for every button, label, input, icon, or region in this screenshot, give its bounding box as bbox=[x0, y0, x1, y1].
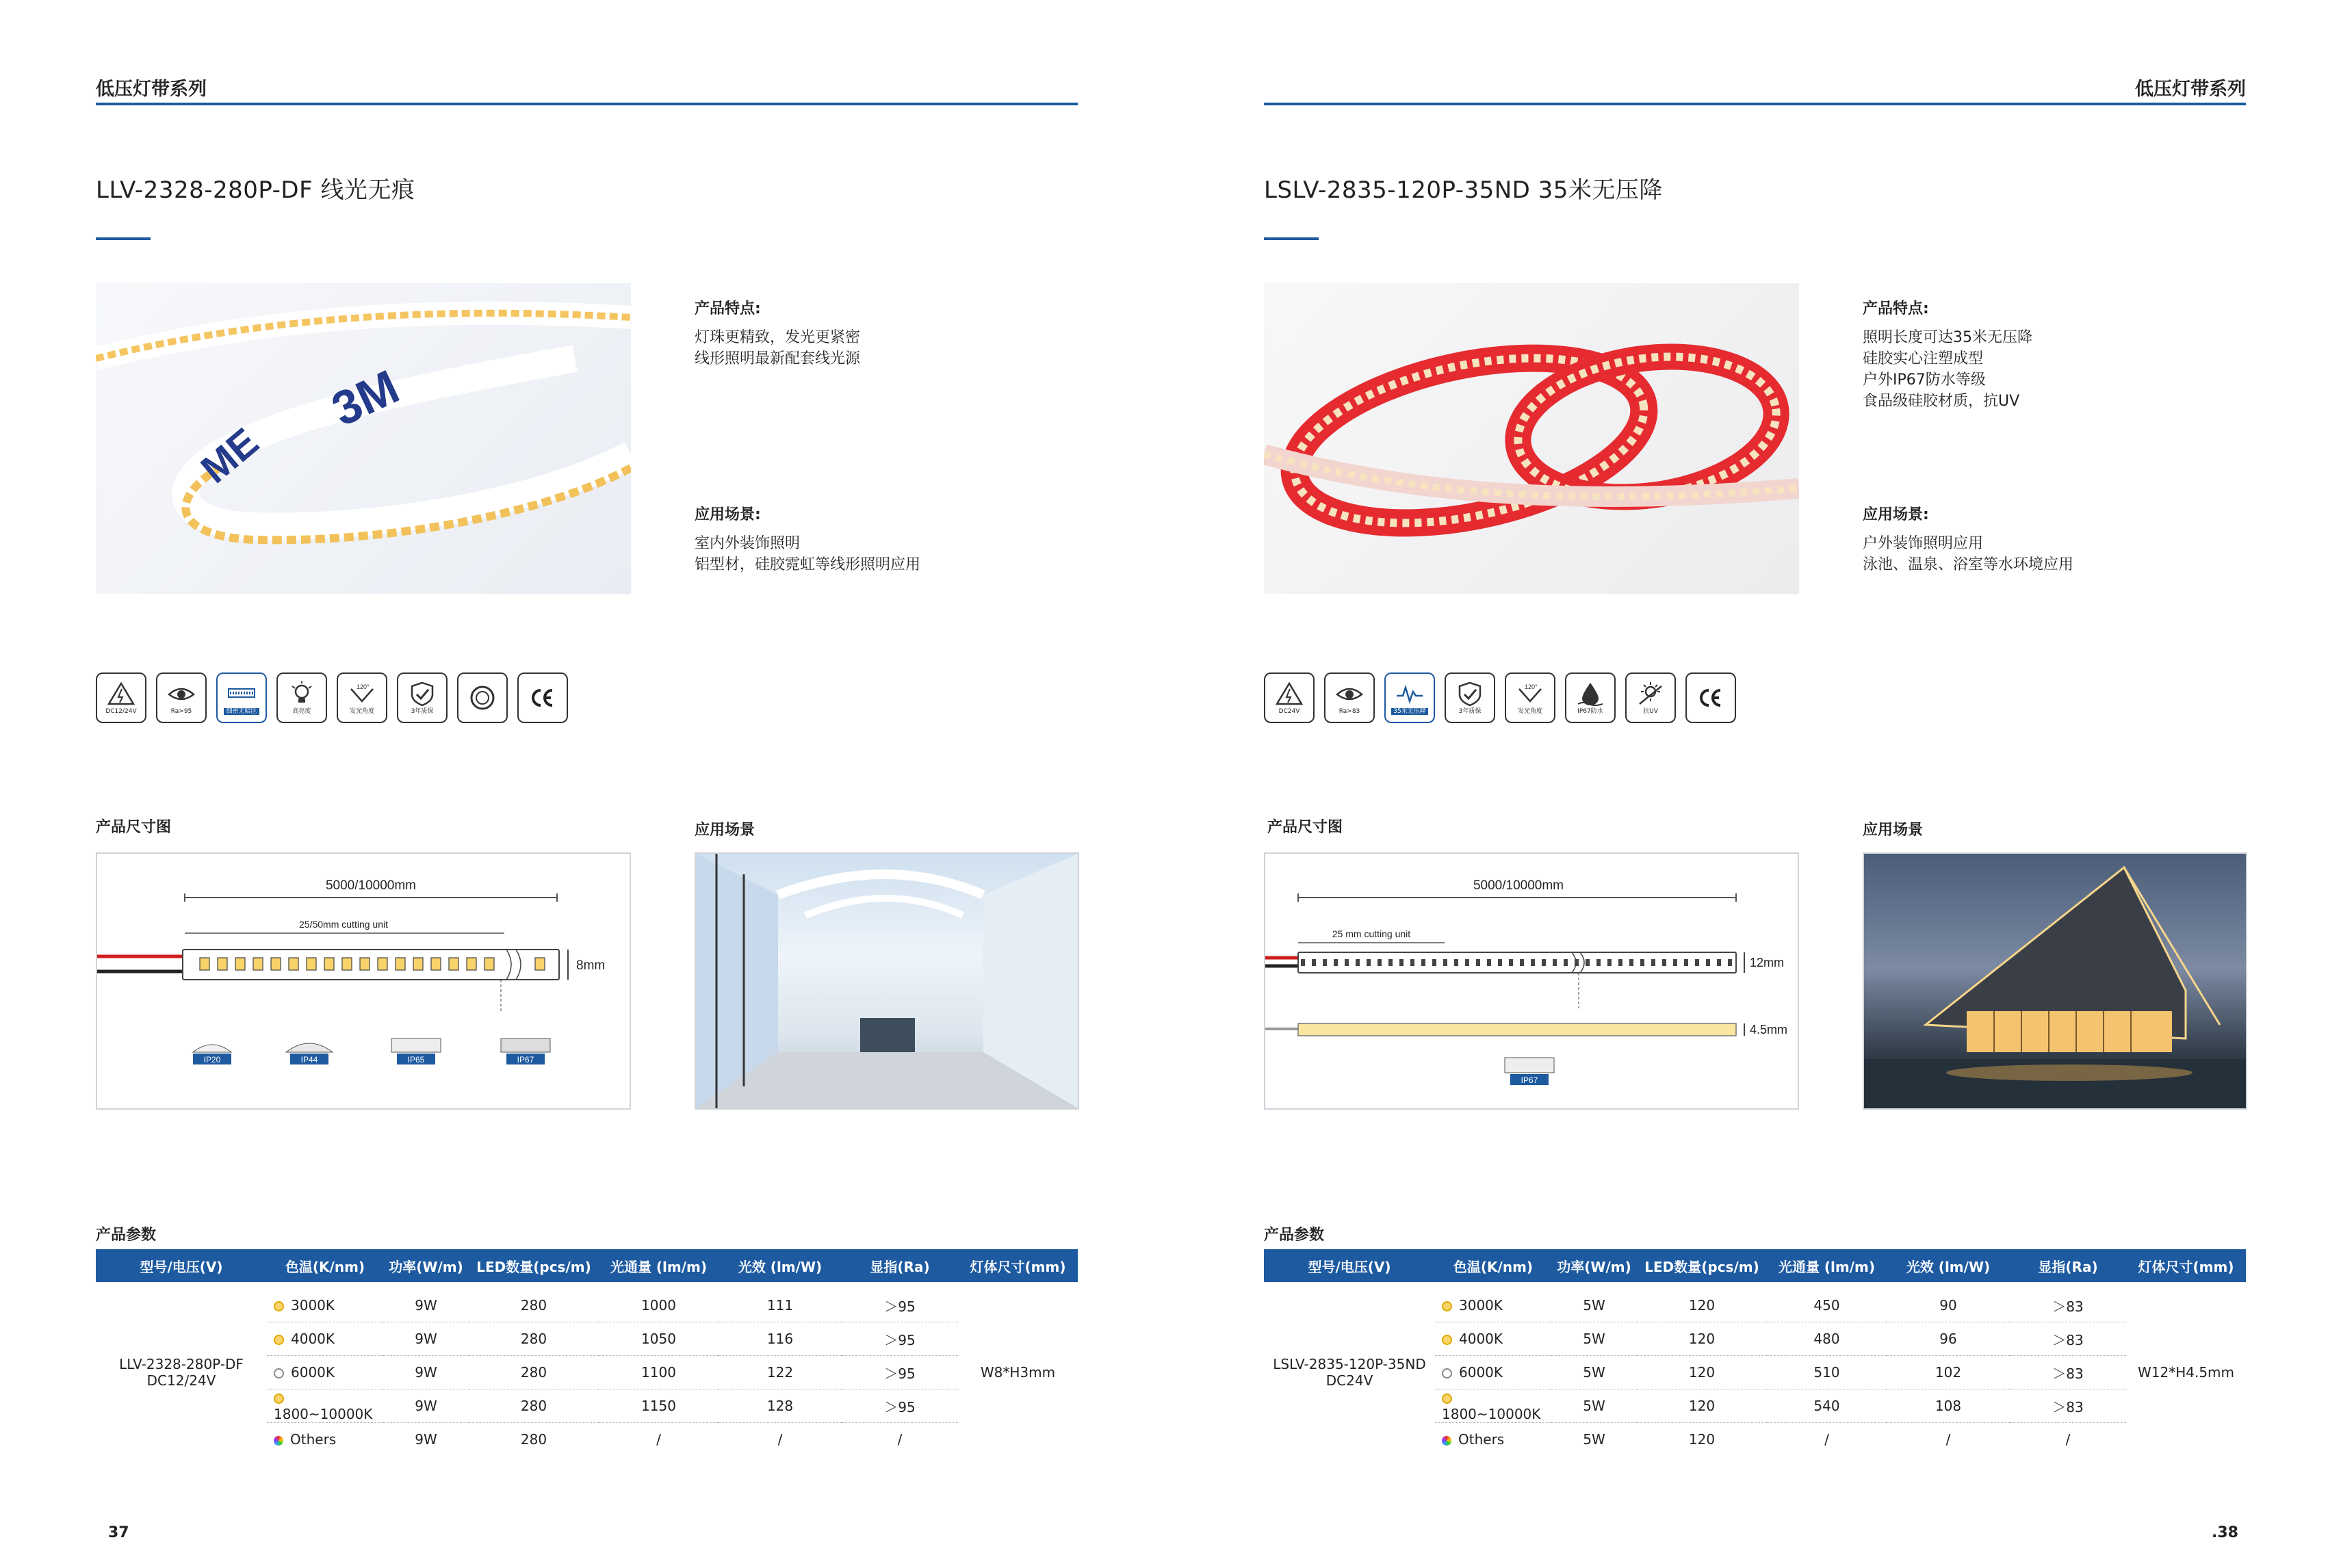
feature-item: 食品级硅胶材质，抗UV bbox=[1863, 393, 2020, 410]
column-header: 光通量 (lm/m) bbox=[1767, 1249, 1887, 1282]
color-dot-icon bbox=[1442, 1394, 1452, 1404]
table-row: Others 5W 120 / / / bbox=[1264, 1423, 2246, 1456]
application-item: 室内外装饰照明 bbox=[695, 535, 801, 552]
feature-item: 线形照明最新配套线光源 bbox=[695, 350, 861, 367]
params-label-right: 产品参数 bbox=[1264, 1227, 1325, 1244]
scene-label-right: 应用场景 bbox=[1863, 822, 1924, 839]
cutting-unit-dimension: 25 mm cutting unit bbox=[1332, 928, 1411, 939]
table-row: 6000K 5W 120 510 102 ＞83 bbox=[1264, 1356, 2246, 1389]
column-header: 功率(W/m) bbox=[1551, 1249, 1637, 1282]
column-header: 型号/电压(V) bbox=[96, 1249, 267, 1282]
table-row: 1800~10000K 5W 120 540 108 ＞83 bbox=[1264, 1389, 2246, 1423]
column-header: 显指(Ra) bbox=[842, 1249, 958, 1282]
column-header: LED数量(pcs/m) bbox=[469, 1249, 599, 1282]
anti-uv-icon: 抗UV bbox=[1625, 672, 1676, 723]
color-dot-icon bbox=[1442, 1368, 1452, 1378]
column-header: LED数量(pcs/m) bbox=[1637, 1249, 1767, 1282]
dimension-label-left: 产品尺寸图 bbox=[96, 819, 172, 836]
application-item: 泳池、温泉、浴室等水环境应用 bbox=[1863, 556, 2074, 573]
model-cell: LSLV-2835-120P-35ND DC24V bbox=[1273, 1356, 1426, 1389]
page-number-left: 37 bbox=[108, 1524, 129, 1541]
application-item: 铝型材，硅胶霓虹等线形照明应用 bbox=[695, 556, 921, 573]
ip-rating-label: IP67 bbox=[1521, 1075, 1538, 1085]
features-label-left: 产品特点: bbox=[695, 300, 761, 317]
column-header: 光效 (lm/W) bbox=[719, 1249, 842, 1282]
feature-item: 照明长度可达35米无压降 bbox=[1863, 329, 2032, 346]
color-dot-icon bbox=[274, 1368, 284, 1378]
color-dot-icon bbox=[1442, 1335, 1452, 1345]
feature-item: 户外IP67防水等级 bbox=[1863, 371, 1986, 389]
params-table-left bbox=[96, 1249, 1078, 1456]
series-title-left: 低压灯带系列 bbox=[96, 79, 207, 100]
application-item: 户外装饰照明应用 bbox=[1863, 535, 1984, 552]
ce-mark-icon bbox=[1685, 672, 1736, 723]
table-row: 4000K 9W 280 1050 116 ＞95 bbox=[96, 1322, 1078, 1356]
eye-ra-icon: Ra>83 bbox=[1324, 672, 1375, 723]
scene-label-left: 应用场景 bbox=[695, 822, 755, 839]
height-dimension: 8mm bbox=[576, 958, 606, 973]
ip-rating-label: IP20 bbox=[203, 1055, 221, 1064]
title-accent-right bbox=[1264, 237, 1319, 240]
table-row: LLV-2328-280P-DF DC12/24V 3000K 9W 280 1000 111 ＞95 W8*H3mm bbox=[96, 1289, 1078, 1322]
no-voltage-drop-icon: 35米无压降 bbox=[1384, 672, 1435, 723]
model-cell: LLV-2328-280P-DF DC12/24V bbox=[119, 1356, 244, 1389]
beam-angle-icon: 120° 发光角度 bbox=[337, 672, 387, 723]
rgb-dot-icon bbox=[274, 1436, 283, 1446]
feature-icons-left bbox=[96, 672, 568, 723]
eye-ra-icon: Ra>95 bbox=[156, 672, 207, 723]
certification-badge-icon bbox=[457, 672, 508, 723]
color-dot-icon bbox=[1442, 1301, 1452, 1311]
column-header: 灯体尺寸(mm) bbox=[2126, 1249, 2246, 1282]
header-rule-right bbox=[1264, 103, 2246, 105]
column-header: 型号/电压(V) bbox=[1264, 1249, 1435, 1282]
thickness-dimension: 4.5mm bbox=[1750, 1023, 1788, 1036]
table-header-row bbox=[96, 1249, 1078, 1282]
ce-mark-icon bbox=[517, 672, 568, 723]
features-list-right bbox=[1863, 327, 2032, 412]
color-dot-icon bbox=[274, 1301, 284, 1311]
height-dimension: 12mm bbox=[1750, 956, 1785, 969]
table-header-row bbox=[1264, 1249, 2246, 1282]
table-row: 1800~10000K 9W 280 1150 128 ＞95 bbox=[96, 1389, 1078, 1423]
cutting-unit-dimension: 25/50mm cutting unit bbox=[299, 919, 388, 930]
dimension-drawing-right bbox=[1264, 852, 1799, 1110]
column-header: 光效 (lm/W) bbox=[1887, 1249, 2010, 1282]
feature-item: 硅胶实心注塑成型 bbox=[1863, 350, 1984, 367]
dimension-label-right: 产品尺寸图 bbox=[1267, 819, 1343, 836]
column-header: 色温(K/nm) bbox=[1435, 1249, 1551, 1282]
feature-icons-right bbox=[1264, 672, 1736, 723]
voltage-icon: DC24V bbox=[1264, 672, 1315, 723]
page-number-right: .38 bbox=[2212, 1524, 2238, 1541]
features-label-right: 产品特点: bbox=[1863, 300, 1929, 317]
table-row: 4000K 5W 120 480 96 ＞83 bbox=[1264, 1322, 2246, 1356]
ip-rating-label: IP44 bbox=[300, 1055, 318, 1064]
column-header: 功率(W/m) bbox=[383, 1249, 469, 1282]
waterproof-drop-icon: IP67防水 bbox=[1565, 672, 1616, 723]
column-header: 灯体尺寸(mm) bbox=[958, 1249, 1078, 1282]
bulb-icon: 高亮度 bbox=[276, 672, 327, 723]
params-table-right bbox=[1264, 1249, 2246, 1456]
svg-text:3M: 3M bbox=[324, 359, 407, 436]
applications-label-left: 应用场景: bbox=[695, 506, 761, 523]
size-cell: W8*H3mm bbox=[980, 1364, 1056, 1381]
table-row: LSLV-2835-120P-35ND DC24V 3000K 5W 120 450 90 ＞83 W12*H4.5mm bbox=[1264, 1289, 2246, 1322]
params-label-left: 产品参数 bbox=[96, 1227, 157, 1244]
beam-angle-icon: 120° 发光角度 bbox=[1505, 672, 1555, 723]
rgb-dot-icon bbox=[1442, 1436, 1451, 1446]
dimension-drawing-left bbox=[96, 852, 631, 1110]
applications-list-left bbox=[695, 533, 920, 575]
table-row: Others 9W 280 / / / bbox=[96, 1423, 1078, 1456]
applications-list-right bbox=[1863, 533, 2073, 575]
ip-rating-label: IP65 bbox=[407, 1055, 425, 1064]
table-row: 6000K 9W 280 1100 122 ＞95 bbox=[96, 1356, 1078, 1389]
svg-text:120°: 120° bbox=[357, 683, 370, 690]
product-title-right: LSLV-2835-120P-35ND 35米无压降 bbox=[1264, 177, 1663, 204]
product-photo-left bbox=[96, 283, 631, 594]
series-title-right: 低压灯带系列 bbox=[2135, 79, 2246, 100]
product-title-left: LLV-2328-280P-DF 线光无痕 bbox=[96, 177, 415, 204]
color-dot-icon bbox=[274, 1394, 284, 1404]
column-header: 光通量 (lm/m) bbox=[599, 1249, 719, 1282]
title-accent-left bbox=[96, 237, 151, 240]
product-photo-right bbox=[1264, 283, 1799, 594]
ip-rating-label: IP67 bbox=[517, 1055, 534, 1064]
application-photo-right bbox=[1863, 852, 2247, 1110]
svg-text:ME: ME bbox=[192, 419, 268, 492]
applications-label-right: 应用场景: bbox=[1863, 506, 1929, 523]
svg-text:120°: 120° bbox=[1525, 683, 1538, 690]
color-dot-icon bbox=[274, 1335, 284, 1345]
column-header: 显指(Ra) bbox=[2010, 1249, 2126, 1282]
length-dimension: 5000/10000mm bbox=[325, 878, 417, 893]
seamless-line-icon: 细密无暗区 bbox=[216, 672, 267, 723]
voltage-icon: DC12/24V bbox=[96, 672, 146, 723]
size-cell: W12*H4.5mm bbox=[2137, 1364, 2235, 1381]
feature-item: 灯珠更精致，发光更紧密 bbox=[695, 329, 861, 346]
warranty-shield-icon: 3年质保 bbox=[1445, 672, 1495, 723]
column-header: 色温(K/nm) bbox=[267, 1249, 383, 1282]
header-rule-left bbox=[96, 103, 1078, 105]
application-photo-left bbox=[695, 852, 1079, 1110]
warranty-shield-icon: 3年质保 bbox=[397, 672, 448, 723]
length-dimension: 5000/10000mm bbox=[1473, 878, 1564, 893]
features-list-left bbox=[695, 327, 860, 369]
